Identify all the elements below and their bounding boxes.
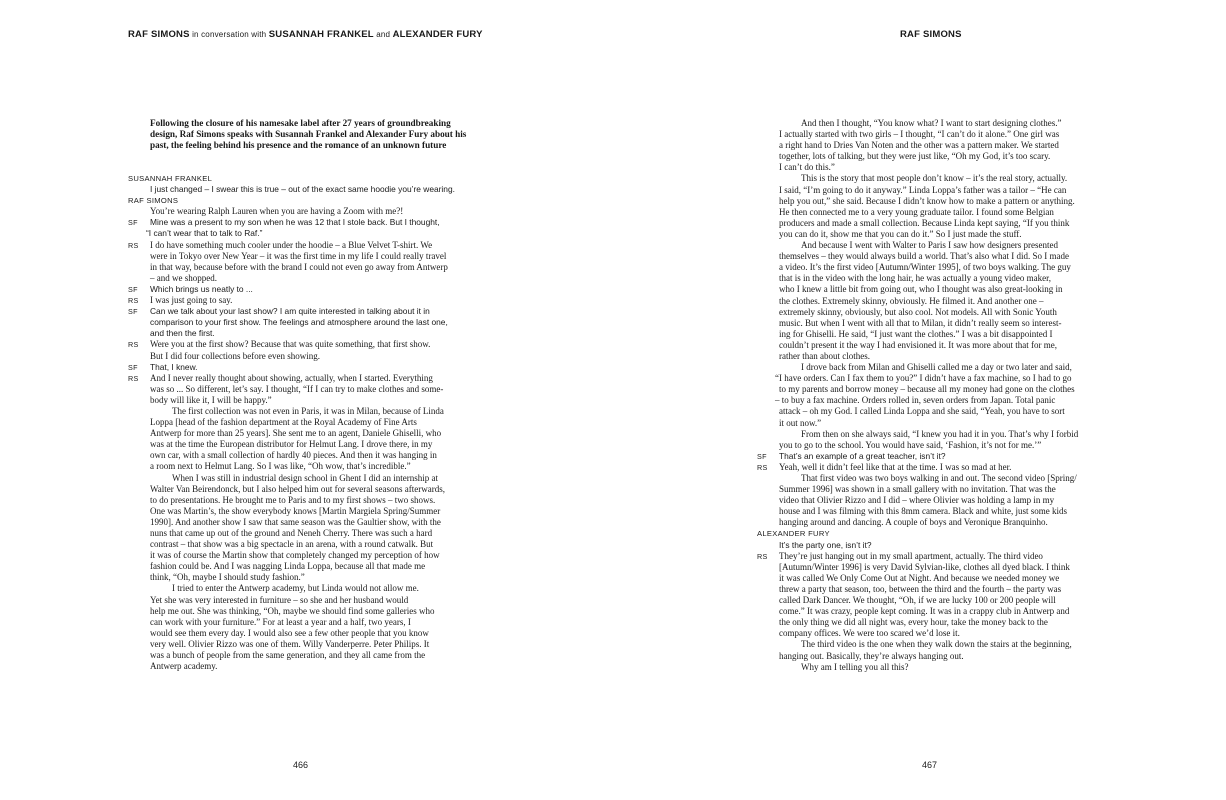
running-head-left — [128, 29, 483, 40]
text-line: attack – oh my God. I called Linda Loppa and she said, “Yeah, you have to sort — [779, 406, 1065, 417]
running-head-name-alexander: ALEXANDER FURY — [392, 29, 483, 40]
text-line: that is in the video with the long hair, he was actually a young video maker, — [779, 273, 1051, 284]
speaker-label-rs: RAF SIMONS — [128, 196, 179, 206]
paragraph — [757, 662, 1103, 673]
paragraph: I just changed – I swear this is true – out of the exact same hoodie you’re wearing. — [150, 184, 455, 195]
text-line: who I knew a little bit from going out, who I thought was also great-looking in — [779, 284, 1063, 295]
exchange-row — [128, 306, 476, 339]
exchange-row — [757, 551, 1103, 640]
speaker-tag: RS — [128, 340, 139, 350]
text-line: – and we shopped. — [150, 272, 217, 283]
running-head-name-raf: RAF SIMONS — [128, 29, 190, 40]
paragraph — [150, 339, 476, 361]
text-line: ing for Ghiselli. He said, “I just want the clothes.” I was a bit disappointed I — [779, 328, 1053, 339]
text-line: couldn’t present it the way I had envisioned it. It was more about that for me, — [779, 339, 1058, 350]
text-line: This is the story that most people don’t know – it’s the real story, actually. — [801, 173, 1068, 184]
exchange-row — [128, 217, 476, 228]
speaker-tag: RS — [128, 373, 139, 383]
text-line: hanging out. Basically, they’re always hanging out. — [779, 650, 964, 661]
speaker-tag: SF — [128, 284, 138, 294]
text-line: think, “Oh, maybe I should study fashion.” — [150, 572, 305, 583]
text-line: come.” It was crazy, people kept coming. It was in a crappy club in Antwerp and — [779, 606, 1070, 617]
text-line: fashion could be. And I was nagging Linda Loppa, because all that made me — [150, 561, 426, 572]
text-line: Can we talk about your last show? I am quite interested in talking about it in — [150, 306, 430, 317]
text-line: very well. Olivier Rizzo was one of them. Willy Vanderperre. Peter Philips. It — [150, 638, 430, 649]
text-line: One was Martin’s, the show everybody knows [Martin Margiela Spring/Summer — [150, 505, 441, 516]
exchange-row — [128, 284, 476, 295]
paragraph — [757, 173, 1103, 240]
speaker-tag: SF — [128, 218, 138, 228]
exchange-row — [128, 339, 476, 361]
paragraph: That, I knew. — [150, 361, 198, 372]
paragraph — [150, 306, 476, 339]
paragraph: You’re wearing Ralph Lauren when you are having a Zoom with me?! — [150, 206, 404, 217]
text-line: in that way, because before with the brand I could not even go away from Antwerp — [150, 261, 448, 272]
text-line: When I was still in industrial design school in Ghent I did an internship at — [172, 472, 438, 483]
text-line: I actually started with two girls – I thought, “I can’t do it alone.” One girl was — [779, 129, 1060, 140]
running-head-right — [900, 29, 962, 40]
text-line: Antwerp for more than 25 years]. She sent me to an agent, Daniele Ghiselli, who — [150, 428, 442, 439]
paragraph: I was just going to say. — [150, 295, 233, 306]
text-line: it out now.” — [779, 417, 822, 428]
text-line: I do have something much cooler under the hoodie – a Blue Velvet T-shirt. We — [150, 239, 433, 250]
text-line: Mine was a present to my son when he was 12 that I stole back. But I thought, — [150, 217, 440, 228]
text-line: help you out,” she said. Because I didn’t know how to make a pattern or anything. — [779, 195, 1075, 206]
text-line: Why am I telling you all this? — [801, 661, 909, 672]
text-line: called Dark Dancer. We thought, “Oh, if we are lucky 100 or 200 people will — [779, 595, 1056, 606]
text-line: I drove back from Milan and Ghiselli called me a day or two later and said, — [801, 362, 1072, 373]
paragraph: That’s an example of a great teacher, isn’t it? — [779, 450, 946, 461]
paragraph — [150, 373, 476, 406]
text-line: threw a party that season, too, between the third and the fourth – the party was — [779, 583, 1062, 594]
text-line: Loppa [head of the fashion department at the Royal Academy of Fine Arts — [150, 417, 417, 428]
exchange-row — [128, 240, 476, 284]
text-line: I tried to enter the Antwerp academy, but Linda would not allow me. — [172, 583, 419, 594]
text-line: – to buy a fax machine. Orders rolled in, seven orders from Japan. Total panic — [775, 395, 1056, 406]
running-head-and: and — [373, 30, 393, 39]
paragraph — [757, 473, 1103, 528]
text-line: comparison to your first show. The feelings and atmosphere around the last one, — [150, 317, 448, 328]
text-line: extremely skinny, obviously, but also cool. Not models. All with Sonic Youth — [779, 306, 1057, 317]
speaker-tag: SF — [128, 307, 138, 317]
text-line: He then connected me to a very young graduate tailor. I found some Belgian — [779, 206, 1054, 217]
text-line: was so ... So different, let’s say. I thought, “If I can try to make clothes and some- — [150, 383, 444, 394]
exchange-row — [757, 462, 1103, 473]
text-line: you to go to the school. You would have said, ‘Fashion, it’s not for me.’” — [779, 439, 1042, 450]
text-line: can work with your furniture.” For at least a year and a half, two years, I — [150, 616, 411, 627]
text-line: house and I was filming with this 8mm camera. Black and white, just some kids — [779, 506, 1067, 517]
intro-standfirst: Following the closure of his namesake label after 27 years of groundbreaking design, Raf Simons speaks with Susannah Frankel and Alexander Fury about his past, the feeling behind his presence and the romance of an unknown future — [150, 118, 467, 150]
paragraph: Which brings us neatly to ... — [150, 283, 253, 294]
text-line: was at the time the European distributor for Helmut Lang. I drove there, in my — [150, 439, 433, 450]
paragraph — [150, 217, 476, 228]
exchange-row — [757, 451, 1103, 462]
text-line: the only thing we did all night was, every hour, take the money back to the — [779, 617, 1048, 628]
text-line: nuns that came up out of the ground and Neneh Cherry. There was such a hard — [150, 528, 433, 538]
text-line: Yet she was very interested in furniture – so she and her husband would — [150, 594, 409, 605]
paragraph: Yeah, well it didn’t feel like that at the time. I was so mad at her. — [779, 461, 1012, 472]
paragraph — [757, 639, 1103, 661]
text-line: a room next to Helmut Lang. So I was like, “Oh wow, that’s incredible.” — [150, 461, 411, 472]
speaker-tag: RS — [757, 551, 768, 561]
text-line: And I never really thought about showing, actually, when I started. Everything — [150, 372, 433, 383]
text-line: body will like it, I will be happy.” — [150, 394, 272, 405]
text-line: rather than about clothes. — [779, 350, 870, 361]
text-line: They’re just hanging out in my small apartment, actually. The third video — [779, 550, 1043, 561]
text-line: hanging around and dancing. A couple of boys and Veronique Branquinho. — [779, 517, 1048, 528]
text-line: company offices. We were too scared we’d lose it. — [779, 628, 960, 639]
text-line: it was called We Only Come Out at Night. And because we needed money we — [779, 572, 1060, 583]
text-line: “I can’t wear that to talk to Raf.” — [146, 228, 263, 239]
text-line: [Autumn/Winter 1996] is very David Sylvian-like, clothes all dyed black. I think — [779, 561, 1070, 572]
text-line: Summer 1996] was shown in a small gallery with no invitation. That was the — [779, 484, 1056, 495]
text-line: a right hand to Dries Van Noten and the other was a pattern maker. We started — [779, 140, 1059, 151]
paragraph — [779, 551, 1103, 640]
paragraph: It’s the party one, isn’t it? — [779, 539, 872, 550]
text-line: “I have orders. Can I fax them to you?” I didn’t have a fax machine, so I had to go — [775, 373, 1072, 384]
text-line: From then on she always said, “I knew you had it in you. That’s why I forbid — [801, 428, 1079, 439]
speaker-tag: SF — [757, 451, 767, 461]
text-line: to my parents and borrow money – because all my money had gone on the clothes — [779, 384, 1075, 395]
text-line: The third video is the one when they walk down the stairs at the beginning, — [801, 639, 1072, 650]
speaker-tag: RS — [128, 296, 139, 306]
text-line: I said, “I’m going to do it anyway.” Linda Loppa’s father was a tailor – “He can — [779, 184, 1067, 195]
text-line: music. But when I went with all that to Milan, it didn’t really seem so interest- — [779, 317, 1062, 328]
text-line: would see them every day. I would also see a few other people that you know — [150, 627, 429, 638]
paragraph — [757, 240, 1103, 362]
exchange-row — [128, 295, 476, 306]
text-line: themselves – they would always build a world. That’s also what I did. So I made — [779, 251, 1070, 262]
paragraph — [128, 583, 476, 672]
text-line: and then the first. — [150, 328, 215, 339]
text-line: Antwerp academy. — [150, 661, 218, 672]
text-line: I can’t do this.” — [779, 162, 835, 173]
page-number-right: 467 — [922, 760, 938, 770]
text-line: And then I thought, “You know what? I want to start designing clothes.” — [801, 118, 1062, 128]
speaker-tag: RS — [128, 240, 139, 250]
text-line: you can do it, show me that you can do it.” So I just made the stuff. — [779, 228, 1022, 239]
text-line: That first video was two boys walking in and out. The second video [Spring/ — [801, 473, 1077, 483]
text-line: The first collection was not even in Paris, it was in Milan, because of Linda — [172, 405, 444, 416]
text-line: help me out. She was thinking, “Oh, maybe we should find some galleries who — [150, 605, 435, 616]
paragraph — [757, 118, 1103, 173]
paragraph — [128, 473, 476, 584]
text-line: a video. It’s the first video [Autumn/Winter 1995], of two boys walking. The guy — [779, 262, 1071, 273]
speaker-tag: RS — [757, 462, 768, 472]
running-head-title: RAF SIMONS — [900, 29, 962, 40]
text-line: was a bunch of people from the same generation, and they all came from the — [150, 650, 426, 661]
text-line: the clothes. Extremely skinny, obviously. He filmed it. And another one – — [779, 295, 1044, 306]
paragraph — [757, 362, 1103, 429]
text-line: Were you at the first show? Because that was quite something, that first show. — [150, 339, 431, 350]
exchange-row — [128, 362, 476, 373]
exchange-row — [128, 373, 476, 406]
paragraph — [128, 406, 476, 473]
page-number-left: 466 — [293, 760, 309, 770]
running-head-name-susannah: SUSANNAH FRANKEL — [268, 29, 374, 40]
text-line: And because I went with Walter to Paris I saw how designers presented — [801, 240, 1059, 251]
text-line: But I did four collections before even showing. — [150, 350, 320, 361]
text-line: Walter Van Beirendonck, but I also helped him out for several seasons afterwards, — [150, 483, 446, 494]
text-line: producers and made a small collection. Because Linda kept saying, “If you think — [779, 217, 1070, 228]
text-line: contrast – that show was a big spectacle in an arena, with a round catwalk. But — [150, 539, 434, 550]
right-body-text — [757, 118, 1103, 673]
text-line: it was of course the Martin show that completely changed my perception of how — [150, 550, 440, 561]
text-line: video that Olivier Rizzo and I did – where Olivier was holding a lamp in my — [779, 495, 1055, 506]
speaker-tag: SF — [128, 362, 138, 372]
paragraph — [757, 429, 1103, 451]
speaker-label-af: ALEXANDER FURY — [757, 529, 830, 539]
text-line: 1990]. And another show I saw that same season was the Gaultier show, with the — [150, 516, 441, 527]
text-line: to do presentations. He brought me to Paris and to my first shows – two shows. — [150, 494, 436, 505]
left-body-text — [128, 173, 476, 672]
running-head-connector: in conversation with — [189, 30, 269, 39]
text-line: were in Tokyo over New Year – it was the first time in my life I could really travel — [150, 250, 447, 261]
text-line: own car, with a small collection of hardly 40 pieces. And then it was hanging in — [150, 450, 437, 461]
text-line: together, lots of talking, but they were just like, “Oh my God, it’s too scary. — [779, 151, 1051, 162]
paragraph — [150, 240, 476, 284]
speaker-label-sf: SUSANNAH FRANKEL — [128, 174, 213, 183]
